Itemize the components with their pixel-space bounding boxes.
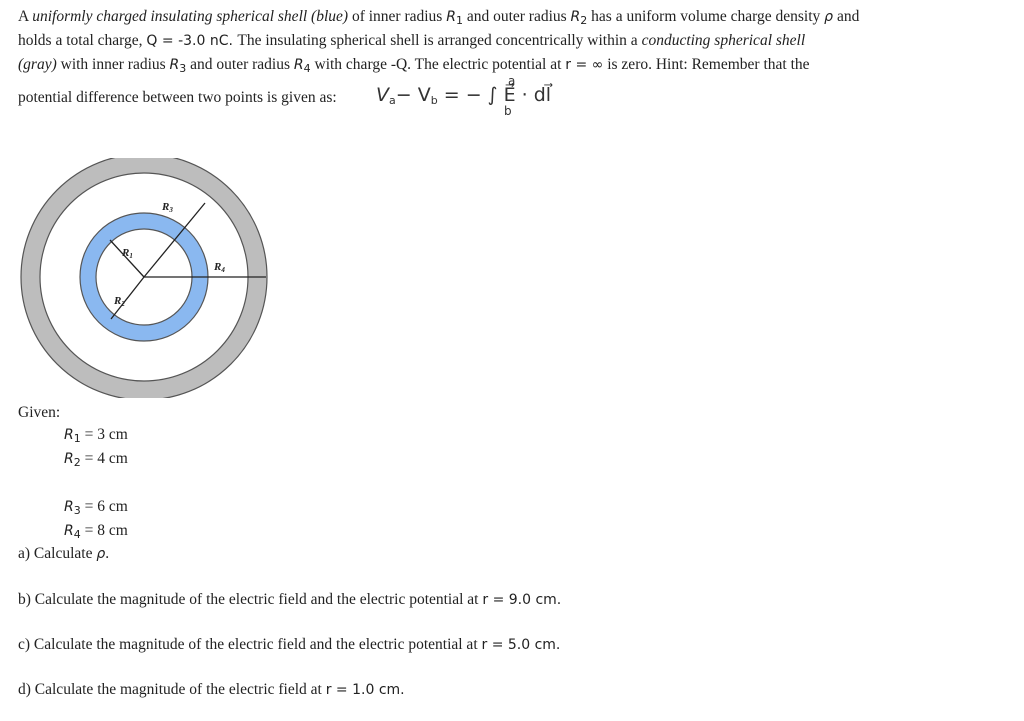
insulator-phrase: uniformly charged insulating spherical shell (blue) (32, 8, 349, 25)
question-b: b) Calculate the magnitude of the electric field and the electric potential at r = 9.0 cm. (18, 591, 562, 608)
problem-line-1: A uniformly charged insulating spherical shell (blue) of inner radius $R_1$ and outer radius $R_2$ has a uniform volume charge density ρ and (18, 8, 860, 27)
label-r4: R4 (214, 261, 225, 274)
label-r1: R1 (122, 247, 133, 260)
given-r4: $R_4 = 8$ cm (64, 522, 128, 541)
problem-line-3: (gray) with inner radius $R_3$ and outer radius $R_4$ with charge -Q. The electric potential at r = ∞ is zero. Hint: Remember that the (18, 56, 810, 75)
integral-upper-limit: a (508, 74, 516, 88)
charge-value: Q = -3.0 nC. (146, 33, 238, 49)
concentric-shells-figure (18, 158, 270, 398)
problem-line-4: potential difference between two points is given as: (18, 89, 337, 106)
potential-difference-formula: $V_a- V_b$ = − ∫ a b E⃗ · dl⃗ (376, 74, 552, 118)
given-heading: Given: (18, 404, 61, 421)
conductor-phrase: conducting spherical shell (641, 32, 806, 49)
question-c: c) Calculate the magnitude of the electric field and the electric potential at r = 5.0 cm. (18, 636, 561, 653)
problem-line-2: holds a total charge, Q = -3.0 nC. The insulating spherical shell is arranged concentrically within a conducting spherical shell (18, 32, 806, 49)
given-r2: $R_2 = 4$ cm (64, 450, 128, 469)
integral-lower-limit: b (504, 104, 512, 118)
label-r3: R3 (162, 201, 173, 214)
given-r1: $R_1 = 3$ cm (64, 426, 128, 445)
question-a: a) Calculate ρ. (18, 545, 110, 562)
given-r3: $R_3 = 6$ cm (64, 498, 128, 517)
question-d: d) Calculate the magnitude of the electric field at r = 1.0 cm. (18, 681, 405, 698)
label-r2: R2 (114, 295, 125, 308)
